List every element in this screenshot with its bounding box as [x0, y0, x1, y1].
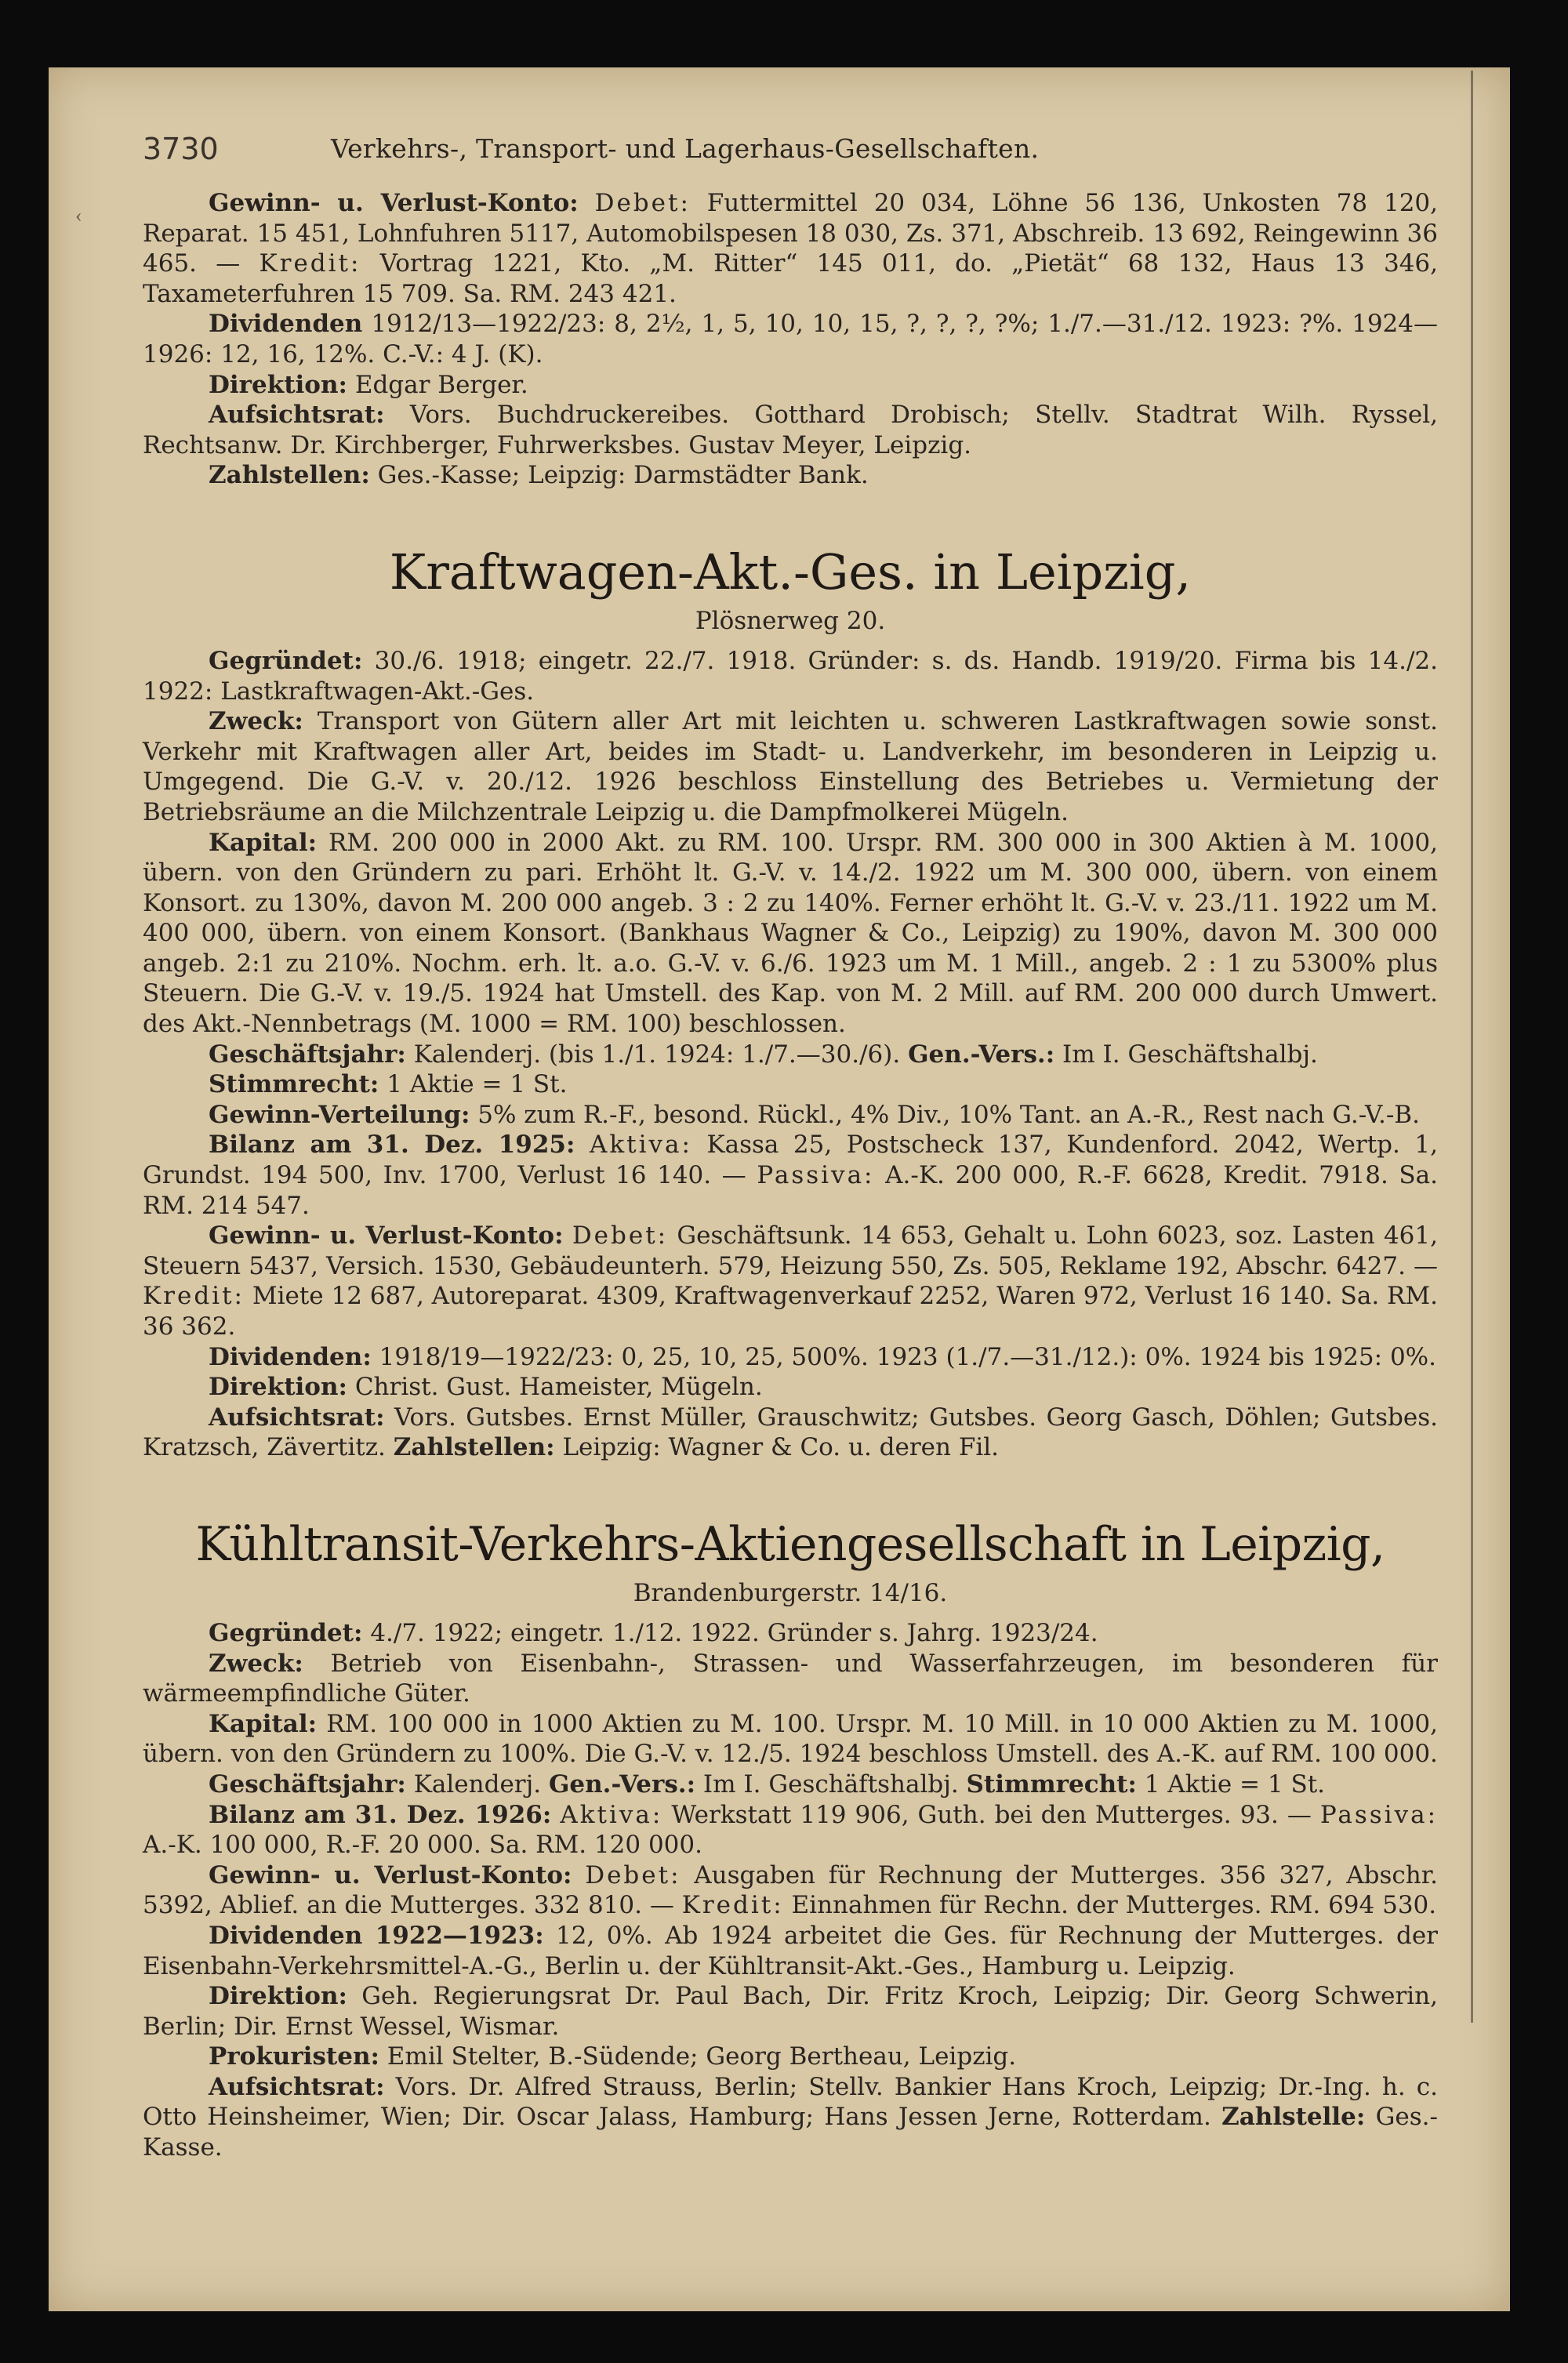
intro-direktion: Direktion: Edgar Berger.	[209, 370, 528, 399]
c1-gv-konto: Gewinn- u. Verlust-Konto: Debet: Geschäftsunk. 14 653, Gehalt u. Lohn 6023, soz. Lasten 461, Steuern 5437, Versich. 1530, Gebäudeunterh. 579, Heizung 550, Zs. 505, Reklame 192, Abschr. 6427. — Kredit: Miete 12 687, Autoreparat. 4309, Kraftwagenverkauf 2252, Waren 972, Verlust 16 140. Sa. RM. 36 362.	[143, 1221, 1438, 1341]
right-margin-rule	[1471, 71, 1473, 2023]
c2-geschaeftsjahr: Geschäftsjahr: Kalenderj. Gen.-Vers.: Im I. Geschäftshalbj. Stimmrecht: 1 Aktie = 1 St.	[209, 1770, 1326, 1799]
intro-aufsichtsrat: Aufsichtsrat: Vors. Buchdruckereibes. Gotthard Drobisch; Stellv. Stadtrat Wilh. Ryssel, Rechtsanw. Dr. Kirchberger, Fuhrwerksbes. Gustav Meyer, Leipzig.	[143, 401, 1438, 459]
company2-title: Kühltransit-Verkehrs-Aktiengesellschaft in Leipzig,	[195, 1516, 1385, 1572]
c2-gegruendet: Gegründet: 4./7. 1922; eingetr. 1./12. 1922. Gründer s. Jahrg. 1923/24.	[209, 1618, 1098, 1647]
c2-direktion: Direktion: Geh. Regierungsrat Dr. Paul Bach, Dir. Fritz Kroch, Leipzig; Dir. Georg Schwerin, Berlin; Dir. Ernst Wessel, Wismar.	[143, 1982, 1438, 2041]
running-head: Verkehrs-, Transport- und Lagerhaus-Gesellschaften.	[331, 133, 1040, 164]
c2-zweck: Zweck: Betrieb von Eisenbahn-, Strassen- und Wasserfahrzeugen, im besonderen für wärmeempfindliche Güter.	[143, 1649, 1438, 1708]
c2-kapital: Kapital: RM. 100 000 in 1000 Aktien zu M. 100. Urspr. M. 10 Mill. in 10 000 Aktien zu M. 1000, übern. von den Gründern zu 100%. Die G.-V. v. 12./5. 1924 beschloss Umstell. des A.-K. auf RM. 100 000.	[143, 1709, 1438, 1769]
c1-geschaeftsjahr: Geschäftsjahr: Kalenderj. (bis 1./1. 1924: 1./7.—30./6). Gen.-Vers.: Im I. Geschäftshalbj.	[209, 1040, 1318, 1069]
company1-title: Kraftwagen-Akt.-Ges. in Leipzig,	[389, 543, 1192, 601]
c1-bilanz: Bilanz am 31. Dez. 1925: Aktiva: Kassa 25, Postscheck 137, Kundenford. 2042, Wertp. 1, Grundst. 194 500, Inv. 1700, Verlust 16 140. — Passiva: A.-K. 200 000, R.-F. 6628, Kredit. 7918. Sa. RM. 214 547.	[143, 1131, 1439, 1220]
label: Gewinn- u. Verlust-Konto:	[209, 189, 579, 217]
page-number: 3730	[143, 132, 219, 166]
c2-prokuristen: Prokuristen: Emil Stelter, B.-Südende; Georg Bertheau, Leipzig.	[209, 2042, 1017, 2071]
c1-stimmrecht: Stimmrecht: 1 Aktie = 1 St.	[209, 1070, 568, 1099]
margin-mark: ‹	[75, 204, 82, 227]
page-header	[143, 133, 1438, 165]
c1-aufsichtsrat: Aufsichtsrat: Vors. Gutsbes. Ernst Müller, Grauschwitz; Gutsbes. Georg Gasch, Döhlen; Gutsbes. Kratzsch, Zävertitz. Zahlstellen: Leipzig: Wagner & Co. u. deren Fil.	[143, 1403, 1439, 1462]
c2-gv-konto: Gewinn- u. Verlust-Konto: Debet: Ausgaben für Rechnung der Mutterges. 356 327, Abschr. 5392, Ablief. an die Mutterges. 332 810. — Kredit: Einnahmen für Rechn. der Mutterges. RM. 694 530.	[143, 1860, 1438, 1920]
c1-dividenden: Dividenden: 1918/19—1922/23: 0, 25, 10, 25, 500%. 1923 (1./7.—31./12.): 0%. 1924 bis 1925: 0%.	[209, 1342, 1436, 1371]
intro-dividenden: Dividenden 1912/13—1922/23: 8, 2½, 1, 5, 10, 10, 15, ?, ?, ?, ?%; 1./7.—31./12. 1923: ?%. 1924—1926: 12, 16, 12%. C.-V.: 4 J. (K).	[143, 310, 1438, 368]
c1-gegruendet: Gegründet: 30./6. 1918; eingetr. 22./7. 1918. Gründer: s. ds. Handb. 1919/20. Firma bis 14./2. 1922: Lastkraftwagen-Akt.-Ges.	[143, 646, 1438, 706]
intro-gv-konto: Gewinn- u. Verlust-Konto: Debet: Futtermittel 20 034, Löhne 56 136, Unkosten 78 120, Reparat. 15 451, Lohnfuhren 5117, Automobilspesen 18 030, Zs. 371, Abschreib. 13 692, Reingewinn 36 465. — Kredit: Vortrag 1221, Kto. „M. Ritter“ 145 011, do. „Pietät“ 68 132, Haus 13 346, Taxameterfuhren 15 709. Sa. RM. 243 421.	[143, 189, 1439, 308]
c2-aufsichtsrat: Aufsichtsrat: Vors. Dr. Alfred Strauss, Berlin; Stellv. Bankier Hans Kroch, Leipzig; Dr.-Ing. h. c. Otto Heinsheimer, Wien; Dir. Oscar Jalass, Hamburg; Hans Jessen Jerne, Rotterdam. Zahlstelle: Ges.-Kasse.	[143, 2072, 1438, 2162]
c1-gewinn-verteilung: Gewinn-Verteilung: 5% zum R.-F., besond. Rückl., 4% Div., 10% Tant. an A.-R., Rest nach G.-V.-B.	[209, 1100, 1420, 1129]
c2-bilanz: Bilanz am 31. Dez. 1926: Aktiva: Werkstatt 119 906, Guth. bei den Mutterges. 93. — Passiva: A.-K. 100 000, R.-F. 20 000. Sa. RM. 120 000.	[143, 1800, 1439, 1860]
c2-dividenden: Dividenden 1922—1923: 12, 0%. Ab 1924 arbeitet die Ges. für Rechnung der Mutterges. der Eisenbahn-Verkehrsmittel-A.-G., Berlin u. der Kühltransit-Akt.-Ges., Hamburg u. Leipzig.	[143, 1921, 1438, 1980]
c1-direktion: Direktion: Christ. Gust. Hameister, Mügeln.	[209, 1373, 763, 1402]
company2-address: Brandenburgerstr. 14/16.	[633, 1578, 948, 1607]
page-text	[143, 133, 1438, 2163]
c1-kapital: Kapital: RM. 200 000 in 2000 Akt. zu RM. 100. Urspr. RM. 300 000 in 300 Aktien à M. 1000, übern. von den Gründern zu pari. Erhöht lt. G.-V. v. 14./2. 1922 um M. 300 000, übern. von einem Konsort. zu 130%, davon M. 200 000 angeb. 3 : 2 zu 140%. Ferner erhöht lt. G.-V. v. 23./11. 1922 um M. 400 000, übern. von einem Konsort. (Bankhaus Wagner & Co., Leipzig) zu 190%, davon M. 300 000 angeb. 2:1 zu 210%. Nochm. erh. lt. a.o. G.-V. v. 6./6. 1923 um M. 1 Mill., angeb. 2 : 1 zu 5300% plus Steuern. Die G.-V. v. 19./5. 1924 hat Umstell. des Kap. von M. 2 Mill. auf RM. 200 000 durch Umwert. des Akt.-Nennbetrags (M. 1000 = RM. 100) beschlossen.	[143, 828, 1438, 1039]
intro-zahlstellen: Zahlstellen: Ges.-Kasse; Leipzig: Darmstädter Bank.	[209, 461, 869, 490]
company1-address: Plösnerweg 20.	[695, 606, 886, 635]
c1-zweck: Zweck: Transport von Gütern aller Art mit leichten u. schweren Lastkraftwagen sowie sonst. Verkehr mit Kraftwagen aller Art, beides im Stadt- u. Landverkehr, im besonderen in Leipzig u. Umgegend. Die G.-V. v. 20./12. 1926 beschloss Einstellung des Betriebes u. Vermietung der Betriebsräume an die Milchzentrale Leipzig u. die Dampfmolkerei Mügeln.	[143, 707, 1438, 826]
